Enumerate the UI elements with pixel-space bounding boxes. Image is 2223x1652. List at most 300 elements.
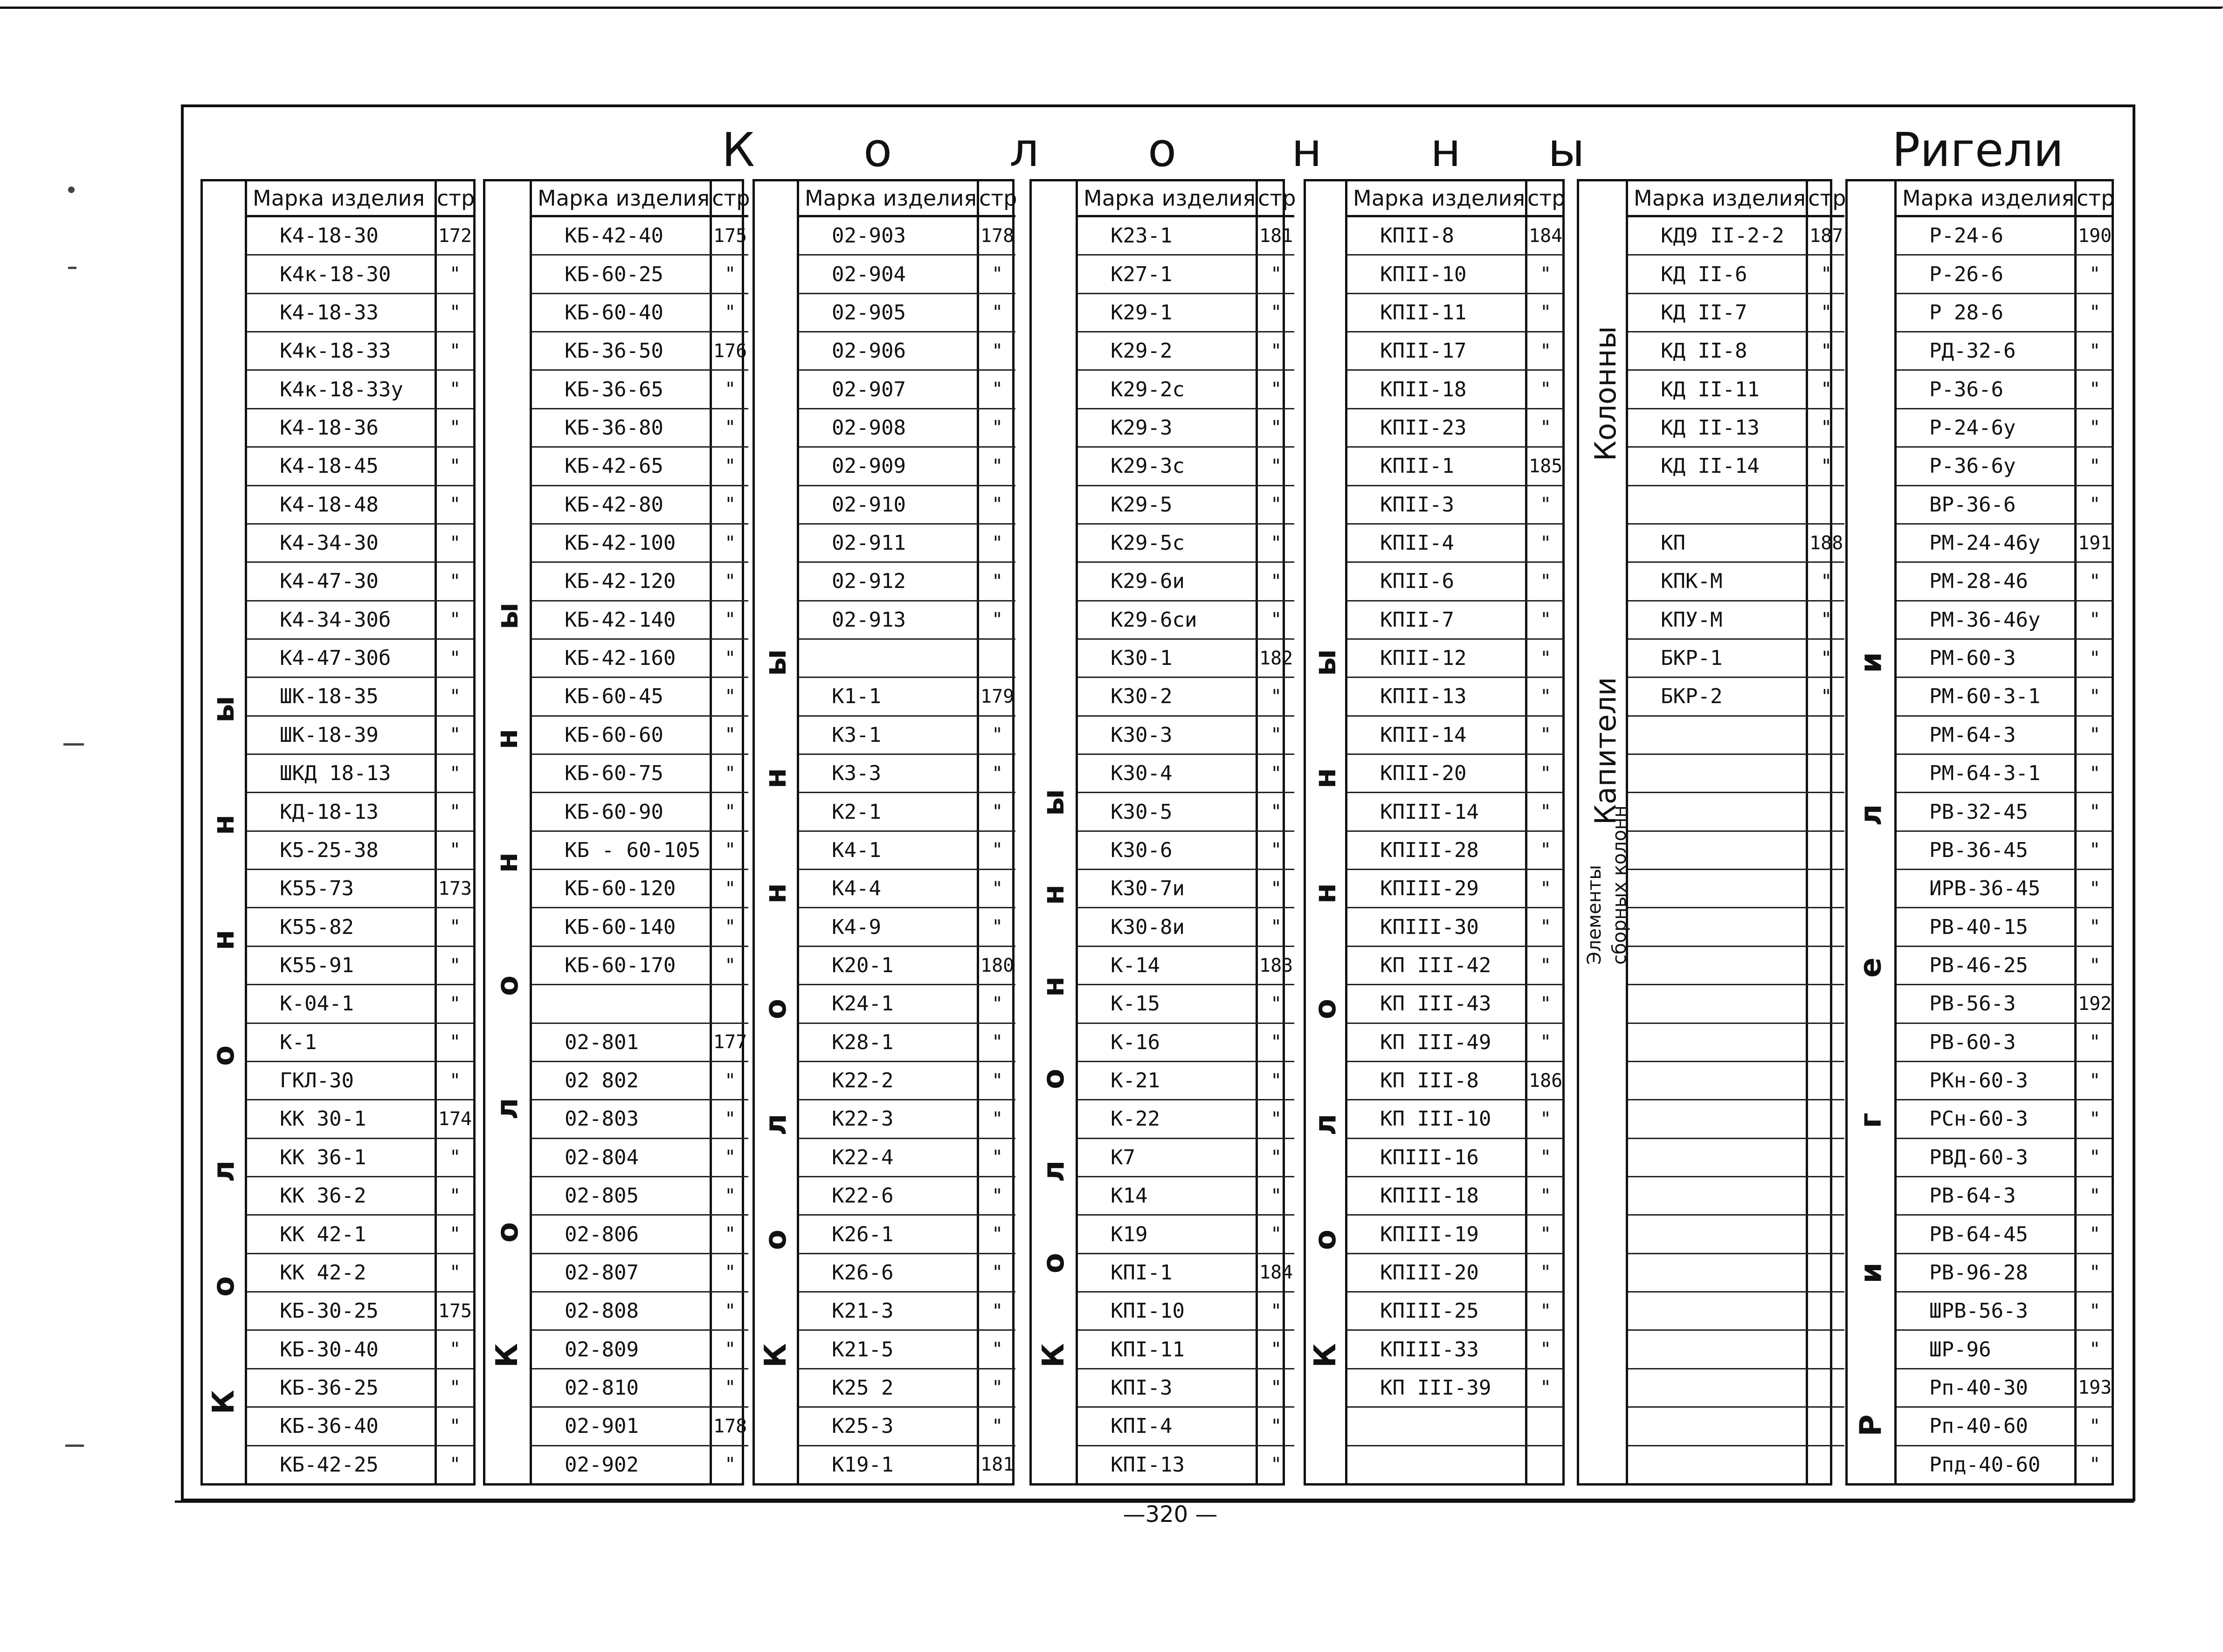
page-cell: " [1270, 455, 1282, 477]
page-cell: " [725, 1070, 736, 1092]
page-cell: " [992, 993, 1003, 1015]
table-row [1897, 601, 2113, 640]
table-row [532, 717, 748, 755]
mark-cell: 02-809 [532, 1331, 712, 1368]
mark-cell: РМ-24-46у [1897, 525, 2077, 561]
table-row [1078, 409, 1294, 448]
table-row [799, 1254, 1015, 1293]
mark-cell: КБ-30-40 [247, 1331, 437, 1368]
table-row [1628, 793, 1844, 831]
mark-cell: РВ-40-15 [1897, 908, 2077, 945]
page-cell: 186 [1528, 1070, 1563, 1092]
mark-cell: 02-904 [799, 256, 979, 292]
page-cell: " [2089, 916, 2101, 938]
page-cell: " [1270, 570, 1282, 592]
page-cell: " [992, 379, 1003, 401]
scan-mark [63, 743, 84, 746]
mark-cell: КК 42-2 [247, 1254, 437, 1291]
page-cell: " [992, 1185, 1003, 1207]
table-row [1628, 1293, 1844, 1331]
page-cell: " [2089, 1300, 2101, 1322]
table-row [799, 1369, 1015, 1408]
mark-cell: КБ-60-120 [532, 870, 712, 907]
table-row [532, 1216, 748, 1254]
table-row [247, 755, 473, 793]
mark-cell: 02-907 [799, 371, 979, 408]
mark-cell: К4-18-30 [247, 217, 437, 254]
page-cell: " [725, 685, 736, 707]
table-row [1347, 294, 1564, 332]
page-cell: " [725, 494, 736, 516]
mark-cell: КПIII-29 [1347, 870, 1527, 907]
table-row [532, 1293, 748, 1331]
mark-cell: РМ-64-3 [1897, 717, 2077, 753]
page-cell: " [1270, 1377, 1282, 1399]
table-row [799, 294, 1015, 332]
mark-cell: КБ-42-140 [532, 601, 712, 638]
table-row [1628, 640, 1844, 678]
table-row [247, 1100, 473, 1139]
side-label [1848, 181, 1897, 1483]
mark-cell: КБ-42-40 [532, 217, 712, 254]
page-cell: 184 [1259, 1262, 1293, 1284]
side-vertical-label: Колонны [1588, 326, 1622, 461]
mark-cell: К-22 [1078, 1100, 1258, 1137]
table-row [532, 1369, 748, 1408]
table-row [1078, 1100, 1294, 1139]
mark-cell: К4-34-30б [247, 601, 437, 638]
mark-cell: КБ-42-25 [247, 1446, 437, 1483]
mark-cell: ШКД 18-13 [247, 755, 437, 792]
mark-cell [1628, 486, 1808, 523]
table-header [247, 181, 473, 217]
page-cell: 179 [980, 685, 1015, 707]
mark-cell: К4к-18-33 [247, 332, 437, 369]
side-vertical-label: Элементы [1584, 865, 1605, 965]
side-letter: л [490, 1098, 525, 1120]
table-row [532, 1024, 748, 1062]
page-cell: " [725, 724, 736, 746]
mark-cell: КПII-7 [1347, 601, 1527, 638]
mark-cell: К4-18-48 [247, 486, 437, 523]
page-cell [979, 640, 1015, 677]
mark-cell: РВД-60-3 [1897, 1139, 2077, 1176]
page-cell: " [1270, 417, 1282, 439]
page-cell: " [725, 455, 736, 477]
table-row [247, 1024, 473, 1062]
page-cell: " [992, 762, 1003, 784]
mark-cell: К55-73 [247, 870, 437, 907]
page-cell: " [725, 916, 736, 938]
mark-cell: КПIII-20 [1347, 1254, 1527, 1291]
mark-cell [1628, 1254, 1808, 1291]
mark-cell: КП III-42 [1347, 947, 1527, 984]
mark-cell: К27-1 [1078, 256, 1258, 292]
table-row [799, 409, 1015, 448]
page-cell: " [449, 762, 461, 784]
mark-cell: КПII-13 [1347, 678, 1527, 715]
table-row [1078, 1293, 1294, 1331]
page-cell: " [725, 417, 736, 439]
mark-cell: КБ-60-90 [532, 793, 712, 830]
side-letter: л [1308, 1113, 1343, 1136]
mark-cell: К29-6и [1078, 563, 1258, 600]
mark-cell: К4-18-33 [247, 294, 437, 331]
page-cell: 183 [1259, 954, 1293, 976]
mark-cell: КПII-14 [1347, 717, 1527, 753]
page-cell: " [2089, 1339, 2101, 1361]
table-row [799, 256, 1015, 294]
mark-cell [1628, 1369, 1808, 1406]
page-cell: " [725, 839, 736, 861]
mark-cell: 02-908 [799, 409, 979, 446]
table-row [799, 448, 1015, 486]
page-cell: " [992, 455, 1003, 477]
page-cell: " [449, 839, 461, 861]
mark-cell: КПII-17 [1347, 332, 1527, 369]
table-row [1628, 1408, 1844, 1446]
mark-cell: КБ-60-25 [532, 256, 712, 292]
table-row [532, 640, 748, 678]
page-cell: " [992, 302, 1003, 324]
mark-cell: К30-3 [1078, 717, 1258, 753]
page-cell: 193 [2078, 1377, 2112, 1399]
header-page: стр [1258, 186, 1296, 211]
table-row [247, 717, 473, 755]
table-row [532, 678, 748, 716]
scan-mark [65, 1445, 84, 1447]
table-header [1078, 181, 1294, 217]
page-cell [1808, 1331, 1844, 1368]
mark-cell: 02-913 [799, 601, 979, 638]
table-row [1078, 1216, 1294, 1254]
mark-cell: КК 30-1 [247, 1100, 437, 1137]
table-row [799, 601, 1015, 640]
mark-cell: Р-36-6 [1897, 371, 2077, 408]
mark-cell [532, 985, 712, 1022]
side-letter: л [207, 1160, 241, 1182]
table-row [532, 601, 748, 640]
mark-cell: РВ-46-25 [1897, 947, 2077, 984]
page-cell: " [1270, 1108, 1282, 1130]
page-cell: " [725, 570, 736, 592]
page-cell: " [2089, 455, 2101, 477]
table-row [799, 678, 1015, 716]
page-cell: " [2089, 263, 2101, 285]
mark-cell: РМ-36-46у [1897, 601, 2077, 638]
table-row [1628, 294, 1844, 332]
mark-cell: КПII-11 [1347, 294, 1527, 331]
mark-cell: КД II-11 [1628, 371, 1808, 408]
page-cell: " [1270, 1185, 1282, 1207]
table-row [1628, 601, 1844, 640]
table-row [1897, 755, 2113, 793]
mark-cell: РМ-28-46 [1897, 563, 2077, 600]
page-cell: 178 [713, 1415, 747, 1437]
table-row [247, 678, 473, 716]
page-cell: " [992, 609, 1003, 631]
page-cell: " [725, 1223, 736, 1245]
table-row [1347, 1024, 1564, 1062]
page-cell: " [449, 647, 461, 669]
table-row [532, 1254, 748, 1293]
page-cell [1808, 1293, 1844, 1329]
table-header [532, 181, 748, 217]
page-cell: " [1270, 1300, 1282, 1322]
page-cell: " [992, 1377, 1003, 1399]
table-row [1347, 601, 1564, 640]
table-row [1347, 1331, 1564, 1369]
mark-cell: К22-3 [799, 1100, 979, 1137]
index-block [483, 179, 750, 1486]
page-cell: " [2089, 839, 2101, 861]
title-letter: н [1430, 123, 1461, 177]
page-cell: " [449, 1415, 461, 1437]
page-cell: " [1270, 1223, 1282, 1245]
table-row [1347, 832, 1564, 870]
table-row [1897, 1293, 2113, 1331]
mark-cell: 02-910 [799, 486, 979, 523]
mark-cell: К24-1 [799, 985, 979, 1022]
mark-cell: К1-1 [799, 678, 979, 715]
table-row [1628, 1100, 1844, 1139]
table-row [1078, 717, 1294, 755]
mark-cell [1628, 870, 1808, 907]
table-row [1078, 1331, 1294, 1369]
page-cell: " [449, 1070, 461, 1092]
page-cell: " [1270, 762, 1282, 784]
mark-cell: К55-82 [247, 908, 437, 945]
side-letter: о [1308, 998, 1343, 1019]
mark-cell: КД II-13 [1628, 409, 1808, 446]
page-cell [1808, 1100, 1844, 1137]
page-cell: " [725, 1300, 736, 1322]
mark-cell: КПII-1 [1347, 448, 1527, 484]
page-cell: " [725, 801, 736, 823]
header-page: стр [1808, 186, 1846, 211]
table-row [1078, 870, 1294, 908]
page-cell: 175 [438, 1300, 472, 1322]
table-row [1347, 371, 1564, 409]
header-page: стр [712, 186, 750, 211]
table-row [1078, 294, 1294, 332]
page-cell: " [1540, 647, 1552, 669]
side-letter: К [1308, 1343, 1343, 1368]
table-row [1897, 1446, 2113, 1483]
side-letter: о [207, 1045, 241, 1066]
page-cell: " [1821, 455, 1832, 477]
table-row [247, 1062, 473, 1100]
table-row [799, 985, 1015, 1023]
page-cell: " [2089, 340, 2101, 362]
mark-cell: К55-91 [247, 947, 437, 984]
page-cell: " [449, 1147, 461, 1168]
table-row [247, 1331, 473, 1369]
index-block [1304, 179, 1565, 1486]
page-cell: " [1821, 340, 1832, 362]
page-cell: " [992, 724, 1003, 746]
mark-cell: РКн-60-3 [1897, 1062, 2077, 1099]
table-row [1897, 1100, 2113, 1139]
page-cell: " [1270, 916, 1282, 938]
page-cell: 178 [980, 225, 1015, 247]
page-cell: " [2089, 570, 2101, 592]
mark-cell: КП III-43 [1347, 985, 1527, 1022]
table-row [1347, 678, 1564, 716]
page-cell: " [449, 801, 461, 823]
side-letter: е [1854, 957, 1888, 978]
mark-cell [1628, 832, 1808, 869]
page-cell: " [1270, 993, 1282, 1015]
table-row [799, 908, 1015, 947]
side-letter: ы [490, 602, 525, 629]
table-row [799, 1293, 1015, 1331]
table-row [1347, 409, 1564, 448]
mark-cell: КПIII-25 [1347, 1293, 1527, 1329]
page-cell: " [1540, 570, 1552, 592]
mark-cell: К3-3 [799, 755, 979, 792]
mark-cell [1628, 947, 1808, 984]
page-cell: " [1270, 1339, 1282, 1361]
table-row [1078, 1139, 1294, 1177]
mark-cell: КПII-12 [1347, 640, 1527, 677]
table-row [1078, 371, 1294, 409]
page-cell: " [449, 916, 461, 938]
side-vertical-label: сборных колонн [1609, 805, 1630, 965]
mark-cell: 02-808 [532, 1293, 712, 1329]
header-mark: Марка изделия [247, 181, 437, 215]
table-row [1347, 1139, 1564, 1177]
page-cell: 185 [1528, 455, 1563, 477]
page-cell: " [992, 1262, 1003, 1284]
mark-cell: К29-3с [1078, 448, 1258, 484]
table-row [1628, 985, 1844, 1023]
page-cell: " [992, 878, 1003, 899]
page-cell: 192 [2078, 993, 2112, 1015]
page-cell: 190 [2078, 225, 2112, 247]
header-mark: Марка изделия [1078, 181, 1258, 215]
page-cell: " [449, 379, 461, 401]
page-cell: " [2089, 724, 2101, 746]
page-cell: " [1270, 340, 1282, 362]
index-block [1845, 179, 2114, 1486]
mark-cell: К29-2 [1078, 332, 1258, 369]
table-row [1347, 755, 1564, 793]
page-cell: " [449, 417, 461, 439]
mark-cell: Р-24-6 [1897, 217, 2077, 254]
mark-cell: РМ-60-3 [1897, 640, 2077, 677]
mark-cell: КБ-30-25 [247, 1293, 437, 1329]
page-cell: " [2089, 878, 2101, 899]
table-row [247, 640, 473, 678]
page-cell: " [449, 993, 461, 1015]
table-row [247, 870, 473, 908]
mark-cell: 02-810 [532, 1369, 712, 1406]
page-cell: " [449, 954, 461, 976]
title-letter: ы [1548, 123, 1585, 177]
title-letter: К [722, 123, 755, 177]
table-row [247, 985, 473, 1023]
page-cell [1808, 1369, 1844, 1406]
mark-cell: 02 802 [532, 1062, 712, 1099]
table-row [247, 525, 473, 563]
mark-cell: К30-2 [1078, 678, 1258, 715]
title-letter: о [863, 123, 892, 177]
table-row [1078, 563, 1294, 601]
table-row [532, 947, 748, 985]
page-cell: " [1270, 1070, 1282, 1092]
table-row [1078, 601, 1294, 640]
table-row [1628, 563, 1844, 601]
page-cell [1808, 947, 1844, 984]
mark-cell: К4-47-30б [247, 640, 437, 677]
page-cell [1808, 1024, 1844, 1061]
page-cell: " [2089, 1262, 2101, 1284]
table-row [1628, 1331, 1844, 1369]
mark-cell: РВ-64-45 [1897, 1216, 2077, 1252]
mark-cell: КПII-10 [1347, 256, 1527, 292]
table-row [1078, 486, 1294, 525]
table-row [1628, 371, 1844, 409]
table-row [247, 947, 473, 985]
table-row [247, 832, 473, 870]
page-cell: " [1540, 685, 1552, 707]
mark-cell: РВ-56-3 [1897, 985, 2077, 1022]
table-row [1347, 1100, 1564, 1139]
table-row [1078, 1254, 1294, 1293]
table-row [1628, 256, 1844, 294]
table-row [1897, 678, 2113, 716]
mark-cell [1628, 755, 1808, 792]
mark-cell: КБ-42-80 [532, 486, 712, 523]
page-cell: " [725, 1108, 736, 1130]
page-cell: " [725, 532, 736, 554]
table-row [1628, 1139, 1844, 1177]
mark-cell: КПI-11 [1078, 1331, 1258, 1368]
page-cell: " [992, 263, 1003, 285]
mark-cell: К-15 [1078, 985, 1258, 1022]
table-row [1078, 1369, 1294, 1408]
header-page: стр [1527, 186, 1566, 211]
table-row [799, 832, 1015, 870]
page-cell: " [1540, 1108, 1552, 1130]
mark-table [532, 181, 748, 1483]
page-cell [1808, 908, 1844, 945]
table-row [1897, 640, 2113, 678]
page-cell: " [1270, 609, 1282, 631]
mark-cell: 02-807 [532, 1254, 712, 1291]
table-row [1347, 717, 1564, 755]
mark-cell: Р-36-6у [1897, 448, 2077, 484]
table-row [1897, 332, 2113, 371]
mark-cell: КП [1628, 525, 1808, 561]
title-letter: л [1009, 123, 1039, 177]
page-cell: " [1270, 1415, 1282, 1437]
mark-cell: ВР-36-6 [1897, 486, 2077, 523]
index-block [1577, 179, 1846, 1486]
table-row [532, 294, 748, 332]
page-cell [1527, 1446, 1564, 1483]
page-cell: " [1540, 532, 1552, 554]
scan-mark [68, 187, 75, 193]
mark-cell: КПIII-18 [1347, 1177, 1527, 1214]
mark-cell: КПК-М [1628, 563, 1808, 600]
table-row [532, 1062, 748, 1100]
page-cell: 188 [1809, 532, 1843, 554]
page-cell: " [2089, 762, 2101, 784]
page-cell: " [1540, 263, 1552, 285]
table-row [1347, 217, 1564, 256]
